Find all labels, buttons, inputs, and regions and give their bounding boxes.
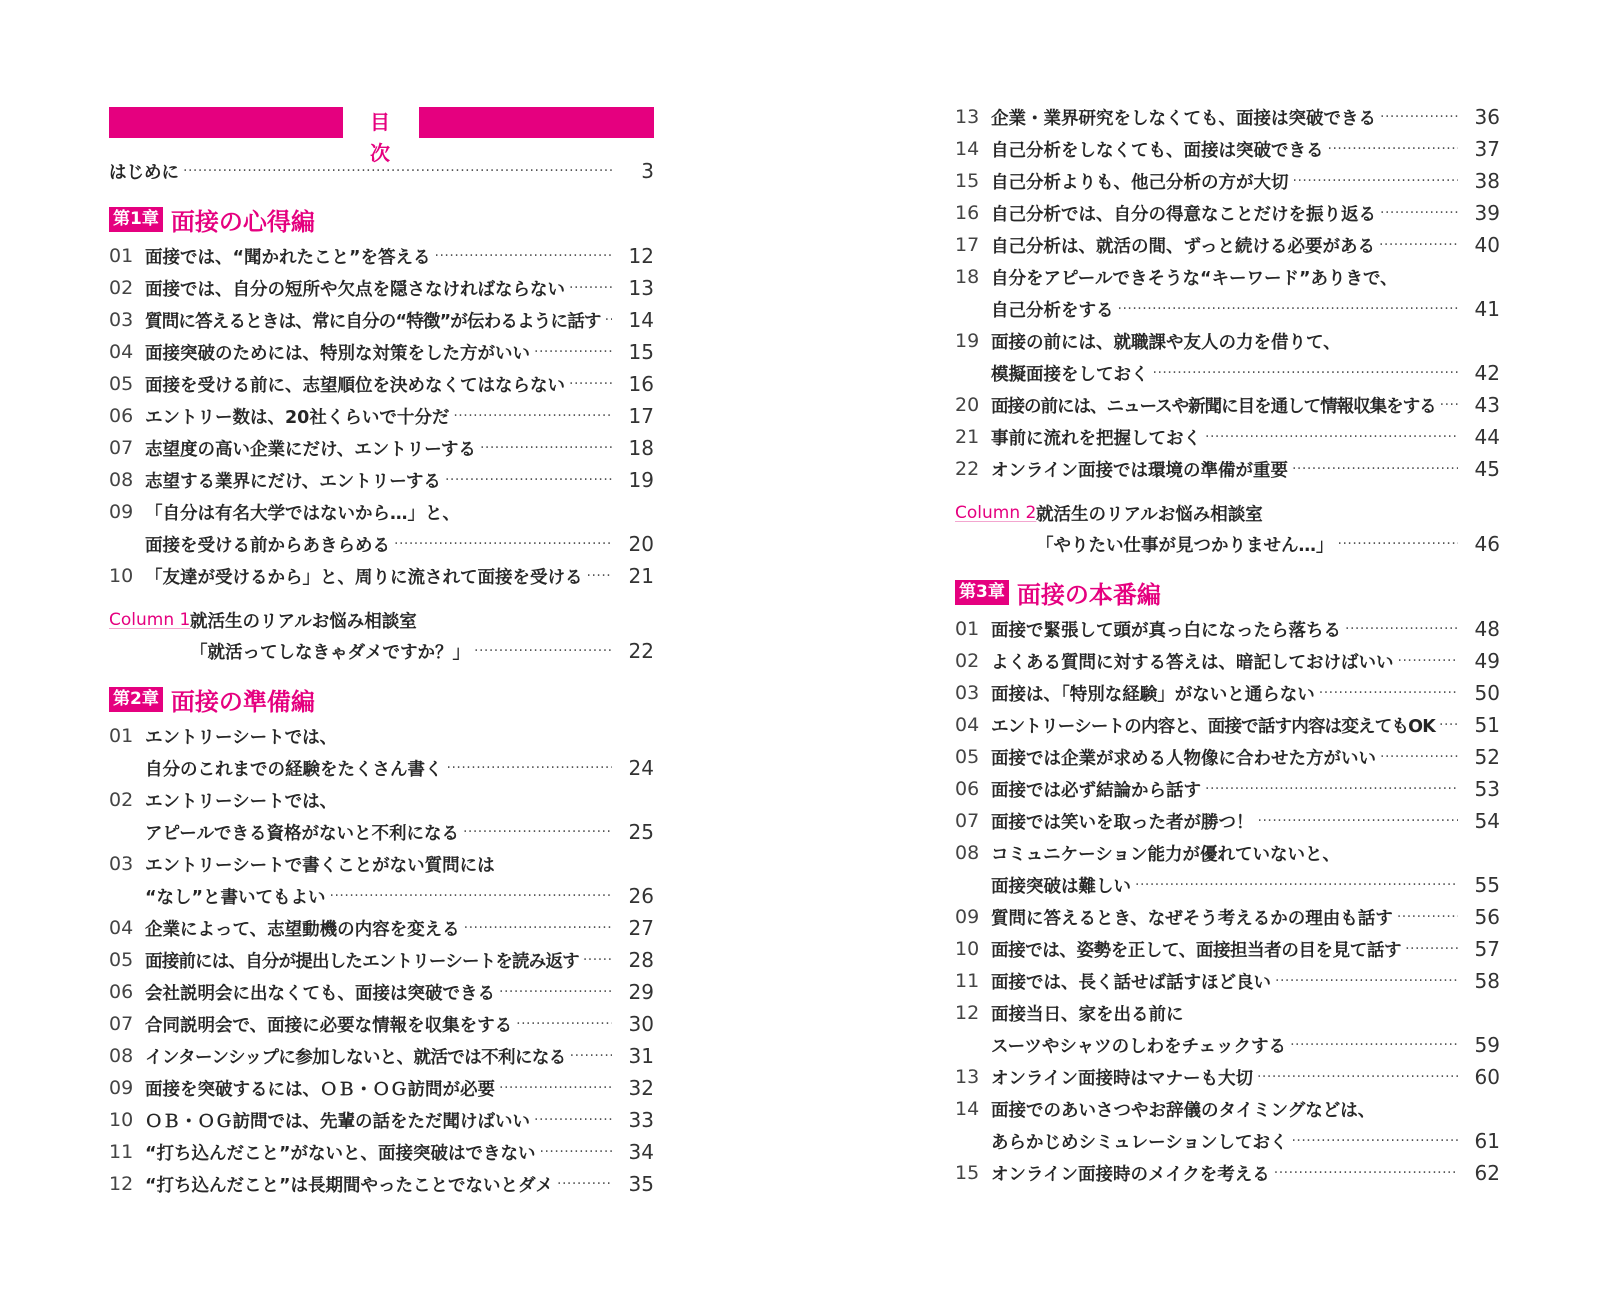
- entry-page: 43: [1474, 393, 1500, 417]
- leader-dots: [605, 304, 612, 336]
- entry-page: 26: [628, 884, 654, 908]
- toc-heading: 目 次: [343, 107, 419, 138]
- entry-title: コミュニケーション能力が優れていないと、: [991, 844, 1340, 865]
- toc-entry-continuation[interactable]: [955, 293, 1500, 325]
- entry-page: 17: [628, 404, 654, 428]
- toc-entry[interactable]: [109, 1008, 654, 1040]
- chapter-3-heading[interactable]: [955, 576, 1161, 608]
- entry-title: 「自分は有名大学ではないから…」と、: [145, 503, 460, 524]
- entry-number: 01: [109, 725, 134, 747]
- toc-entry[interactable]: [109, 912, 654, 944]
- entry-title: エントリーシートでは、: [145, 727, 338, 748]
- entry-page: 51: [1474, 713, 1500, 737]
- leader-dots: [394, 528, 612, 560]
- leader-dots: [534, 336, 612, 368]
- entry-title-line2: あらかじめシミュレーションしておく: [991, 1132, 1288, 1153]
- leader-dots: [1380, 741, 1458, 773]
- entry-title: 自己分析では、自分の得意なことだけを振り返る: [991, 204, 1376, 225]
- toc-entry[interactable]: [955, 901, 1500, 933]
- column-1-entry-continuation[interactable]: [109, 635, 654, 667]
- entry-page: 15: [628, 340, 654, 364]
- toc-entry[interactable]: [955, 421, 1500, 453]
- toc-entry[interactable]: [955, 997, 1500, 1029]
- entry-number: 13: [955, 1066, 980, 1088]
- entry-page: 60: [1474, 1065, 1500, 1089]
- entry-number: 08: [109, 469, 134, 491]
- entry-page: 21: [628, 564, 654, 588]
- leader-dots: [435, 240, 612, 272]
- entry-title: 自己分析よりも、他己分析の方が大切: [991, 172, 1289, 193]
- toc-entry[interactable]: [955, 389, 1500, 421]
- entry-title: 面接を突破するには、ＯＢ・ＯＧ訪問が必要: [145, 1079, 495, 1100]
- entry-title: 面接を受ける前に、志望順位を決めなくてはならない: [145, 375, 565, 396]
- entry-page: 27: [628, 916, 654, 940]
- toc-entry[interactable]: [955, 677, 1500, 709]
- entry-page: 62: [1474, 1161, 1500, 1185]
- leader-dots: [1398, 645, 1459, 677]
- entry-number: 01: [955, 618, 980, 640]
- entry-page: 50: [1474, 681, 1500, 705]
- entry-number: 06: [109, 981, 134, 1003]
- entry-page: 40: [1474, 233, 1500, 257]
- leader-dots: [183, 155, 612, 187]
- leader-dots: [1118, 293, 1459, 325]
- entry-number: 07: [109, 1013, 134, 1035]
- entry-page: 39: [1474, 201, 1500, 225]
- entry-page: 32: [628, 1076, 654, 1100]
- entry-page: 28: [628, 948, 654, 972]
- entry-number: 14: [955, 138, 980, 160]
- chapter-title: 面接の心得編: [170, 207, 315, 236]
- leader-dots: [463, 816, 612, 848]
- entry-page: 25: [628, 820, 654, 844]
- entry-title: オンライン面接時のメイクを考える: [991, 1164, 1270, 1185]
- entry-number: 19: [955, 330, 980, 352]
- entry-page: 53: [1474, 777, 1500, 801]
- toc-entry[interactable]: [109, 784, 654, 816]
- leader-dots: [464, 912, 612, 944]
- toc-entry[interactable]: [109, 720, 654, 752]
- toc-entry[interactable]: [109, 944, 654, 976]
- entry-title-line2: 自分のこれまでの経験をたくさん書く: [145, 759, 443, 780]
- leader-dots: [445, 464, 612, 496]
- toc-entry[interactable]: [955, 773, 1500, 805]
- entry-number: 04: [109, 917, 134, 939]
- entry-title: 企業によって、志望動機の内容を変える: [145, 919, 460, 940]
- toc-entry[interactable]: [955, 613, 1500, 645]
- leader-dots: [1153, 357, 1459, 389]
- entry-page: 3: [641, 159, 654, 183]
- leader-dots: [1405, 933, 1458, 965]
- entry-number: 03: [109, 853, 134, 875]
- leader-dots: [1205, 773, 1458, 805]
- entry-title-line2: 面接突破は難しい: [991, 876, 1131, 897]
- entry-title: 面接の前には、ニュースや新聞に目を通して情報収集をする: [991, 396, 1436, 417]
- entry-page: 34: [628, 1140, 654, 1164]
- chapter-1-heading[interactable]: [109, 203, 315, 235]
- entry-number: 08: [109, 1045, 134, 1067]
- toc-entry[interactable]: [109, 432, 654, 464]
- entry-number: 09: [955, 906, 980, 928]
- entry-page: 55: [1474, 873, 1500, 897]
- entry-page: 49: [1474, 649, 1500, 673]
- entry-number: 16: [955, 202, 980, 224]
- toc-entry[interactable]: [955, 1061, 1500, 1093]
- entry-title-line2: 面接を受ける前からあきらめる: [145, 535, 390, 556]
- toc-entry[interactable]: [955, 965, 1500, 997]
- toc-entry-continuation[interactable]: [955, 869, 1500, 901]
- entry-number: 05: [109, 373, 134, 395]
- toc-entry-continuation[interactable]: [955, 1029, 1500, 1061]
- toc-entry[interactable]: [109, 240, 654, 272]
- entry-title: エントリーシートで書くことがない質問には: [145, 855, 495, 876]
- toc-entry-continuation[interactable]: [955, 357, 1500, 389]
- entry-title: 面接の前には、就職課や友人の力を借りて、: [991, 332, 1341, 353]
- leader-dots: [587, 560, 613, 592]
- entry-page: 29: [628, 980, 654, 1004]
- column-title-line2: 「やりたい仕事が見つかりません…」: [1036, 535, 1334, 556]
- entry-page: 61: [1474, 1129, 1500, 1153]
- leader-dots: [1275, 965, 1458, 997]
- entry-page: 57: [1474, 937, 1500, 961]
- entry-number: 05: [955, 746, 980, 768]
- entry-title: 自己分析は、就活の間、ずっと続ける必要がある: [991, 236, 1375, 257]
- toc-entry[interactable]: [955, 1157, 1500, 1189]
- leader-dots: [1319, 677, 1458, 709]
- entry-number: 21: [955, 426, 980, 448]
- entry-number: 15: [955, 170, 980, 192]
- toc-heading-banner: [109, 107, 654, 165]
- toc-entry[interactable]: [955, 229, 1500, 261]
- column-title: 就活生のリアルお悩み相談室: [1036, 504, 1263, 525]
- leader-dots: [557, 1168, 612, 1200]
- chapter-2-heading[interactable]: [109, 683, 315, 715]
- toc-entry[interactable]: [109, 272, 654, 304]
- entry-title: 質問に答えるとき、なぜそう考えるかの理由も話す: [991, 908, 1393, 929]
- entry-title: 事前に流れを把握しておく: [991, 428, 1201, 449]
- toc-entry[interactable]: [955, 197, 1500, 229]
- leader-dots: [1338, 528, 1459, 560]
- entry-number: 10: [109, 1109, 134, 1131]
- toc-entry[interactable]: [955, 805, 1500, 837]
- leader-dots: [1439, 709, 1458, 741]
- entry-page: 46: [1474, 532, 1500, 556]
- entry-number: 12: [109, 1173, 134, 1195]
- toc-entry[interactable]: [109, 368, 654, 400]
- leader-dots: [499, 1072, 612, 1104]
- entry-page: 35: [628, 1172, 654, 1196]
- entry-title: よくある質問に対する答えは、暗記しておけばいい: [991, 652, 1394, 673]
- entry-title: オンライン面接時はマナーも大切: [991, 1068, 1253, 1089]
- chapter-badge: 第2章: [109, 687, 163, 712]
- entry-title: 面接では企業が求める人物像に合わせた方がいい: [991, 748, 1376, 769]
- leader-dots: [540, 1136, 612, 1168]
- toc-entry-continuation[interactable]: [109, 880, 654, 912]
- leader-dots: [480, 432, 612, 464]
- toc-entry[interactable]: [109, 1040, 654, 1072]
- entry-title: “打ち込んだこと”は長期間やったことでないとダメ: [145, 1175, 554, 1196]
- entry-page: 33: [628, 1108, 654, 1132]
- column-title: 就活生のリアルお悩み相談室: [190, 611, 417, 632]
- leader-dots: [569, 272, 612, 304]
- entry-title-line2: スーツやシャツのしわをチェックする: [991, 1036, 1287, 1057]
- entry-number: 18: [955, 266, 980, 288]
- leader-dots: [453, 400, 612, 432]
- column-2-entry[interactable]: [955, 497, 1500, 529]
- entry-title: 面接突破のためには、特別な対策をした方がいい: [145, 343, 530, 364]
- entry-number: 20: [955, 394, 980, 416]
- entry-page: 59: [1474, 1033, 1500, 1057]
- leader-dots: [1380, 197, 1458, 229]
- entry-number: 04: [955, 714, 980, 736]
- entry-title: 志望する業界にだけ、エントリーする: [145, 471, 441, 492]
- leader-dots: [1257, 1061, 1458, 1093]
- entry-page: 44: [1474, 425, 1500, 449]
- chapter-badge: 第1章: [109, 207, 163, 232]
- entry-page: 37: [1474, 137, 1500, 161]
- entry-title-line2: アピールできる資格がないと不利になる: [145, 823, 459, 844]
- entry-page: 18: [628, 436, 654, 460]
- entry-number: 01: [109, 245, 134, 267]
- entry-title-line2: 自己分析をする: [991, 300, 1114, 321]
- column-tag: Column 2: [955, 503, 1037, 523]
- toc-entry[interactable]: [109, 496, 654, 528]
- entry-title: 面接では笑いを取った者が勝つ！: [991, 812, 1254, 833]
- entry-page: 36: [1474, 105, 1500, 129]
- entry-title: 面接では、姿勢を正して、面接担当者の目を見て話す: [991, 940, 1402, 961]
- entry-title: 企業・業界研究をしなくても、面接は突破できる: [991, 108, 1376, 129]
- entry-number: 09: [109, 501, 134, 523]
- entry-title: “打ち込んだこと”がないと、面接突破はできない: [145, 1143, 536, 1164]
- entry-number: 15: [955, 1162, 980, 1184]
- toc-entry-continuation[interactable]: [109, 528, 654, 560]
- entry-page: 41: [1474, 297, 1500, 321]
- entry-page: 45: [1474, 457, 1500, 481]
- entry-page: 56: [1474, 905, 1500, 929]
- toc-entry[interactable]: [955, 837, 1500, 869]
- entry-number: 12: [955, 1002, 980, 1024]
- entry-number: 06: [109, 405, 134, 427]
- toc-entry[interactable]: [955, 933, 1500, 965]
- leader-dots: [1440, 389, 1458, 421]
- toc-entry[interactable]: [955, 325, 1500, 357]
- entry-title: 志望度の高い企業にだけ、エントリーする: [145, 439, 476, 460]
- entry-title: 面接では、自分の短所や欠点を隠さなければならない: [145, 279, 565, 300]
- toc-entry[interactable]: [955, 741, 1500, 773]
- entry-title: 質問に答えるときは、常に自分の“特徴”が伝わるように話す: [145, 311, 601, 332]
- entry-page: 54: [1474, 809, 1500, 833]
- entry-page: 14: [628, 308, 654, 332]
- entry-number: 02: [109, 277, 134, 299]
- leader-dots: [1135, 869, 1458, 901]
- toc-entry-continuation[interactable]: [109, 752, 654, 784]
- toc-entry-continuation[interactable]: [955, 1125, 1500, 1157]
- entry-number: 10: [955, 938, 980, 960]
- entry-number: 02: [109, 789, 134, 811]
- toc-entry[interactable]: [109, 976, 654, 1008]
- toc-entry-continuation[interactable]: [109, 816, 654, 848]
- toc-entry[interactable]: [109, 560, 654, 592]
- entry-title: 面接前には、自分が提出したエントリーシートを読み返す: [145, 951, 579, 972]
- toc-entry[interactable]: [109, 1168, 654, 1200]
- entry-number: 07: [955, 810, 980, 832]
- entry-page: 16: [628, 372, 654, 396]
- entry-title: ＯＢ・ＯＧ訪問では、先輩の話をただ聞けばいい: [145, 1111, 530, 1132]
- entry-page: 22: [628, 639, 654, 663]
- entry-title: 面接では、長く話せば話すほど良い: [991, 972, 1271, 993]
- leader-dots: [1291, 1125, 1458, 1157]
- leader-dots: [1328, 133, 1459, 165]
- leader-dots: [1293, 165, 1459, 197]
- entry-title: 「友達が受けるから」と、周りに流されて面接を受ける: [145, 567, 583, 588]
- entry-page: 30: [628, 1012, 654, 1036]
- entry-title: 自己分析をしなくても、面接は突破できる: [991, 140, 1324, 161]
- chapter-badge: 第3章: [955, 580, 1009, 605]
- toc-entry[interactable]: [109, 400, 654, 432]
- leader-dots: [474, 635, 612, 667]
- column-tag: Column 1: [109, 610, 191, 630]
- entry-title: オンライン面接では環境の準備が重要: [991, 460, 1288, 481]
- toc-entry[interactable]: [955, 101, 1500, 133]
- entry-title: 面接でのあいさつやお辞儀のタイミングなどは、: [991, 1100, 1376, 1121]
- entry-number: 06: [955, 778, 980, 800]
- entry-page: 58: [1474, 969, 1500, 993]
- chapter-title: 面接の準備編: [170, 687, 315, 716]
- entry-number: 10: [109, 565, 134, 587]
- entry-page: 42: [1474, 361, 1500, 385]
- toc-entry[interactable]: [109, 1104, 654, 1136]
- column-2-entry-continuation[interactable]: [955, 528, 1500, 560]
- entry-number: 03: [955, 682, 980, 704]
- entry-number: 05: [109, 949, 134, 971]
- entry-title: エントリーシートでは、: [145, 791, 338, 812]
- entry-page: 20: [628, 532, 654, 556]
- toc-entry[interactable]: [955, 645, 1500, 677]
- entry-page: 48: [1474, 617, 1500, 641]
- leader-dots: [1345, 613, 1458, 645]
- entry-number: 03: [109, 309, 134, 331]
- entry-title: 会社説明会に出なくても、面接は突破できる: [145, 983, 495, 1004]
- entry-page: 31: [628, 1044, 654, 1068]
- entry-number: 22: [955, 458, 980, 480]
- entry-number: 13: [955, 106, 980, 128]
- toc-entry[interactable]: [109, 1072, 654, 1104]
- leader-dots: [1205, 421, 1458, 453]
- leader-dots: [516, 1008, 612, 1040]
- toc-entry[interactable]: [955, 453, 1500, 485]
- leader-dots: [534, 1104, 612, 1136]
- leader-dots: [583, 944, 612, 976]
- entry-title: 面接では必ず結論から話す: [991, 780, 1201, 801]
- entry-title: 面接では、“聞かれたこと”を答える: [145, 247, 431, 268]
- column-title-line2: 「就活ってしなきゃダメですか？」: [190, 642, 470, 663]
- entry-number: 02: [955, 650, 980, 672]
- leader-dots: [569, 368, 612, 400]
- leader-dots: [1379, 229, 1458, 261]
- toc-entry[interactable]: [109, 464, 654, 496]
- entry-number: 14: [955, 1098, 980, 1120]
- leader-dots: [1258, 805, 1459, 837]
- leader-dots: [1380, 101, 1458, 133]
- entry-number: 07: [109, 437, 134, 459]
- entry-page: 38: [1474, 169, 1500, 193]
- entry-title: エントリー数は、20社くらいで十分だ: [145, 407, 450, 428]
- leader-dots: [1290, 1029, 1458, 1061]
- entry-number: 11: [955, 970, 980, 992]
- entry-number: 04: [109, 341, 134, 363]
- toc-entry-intro[interactable]: [109, 155, 654, 187]
- toc-entry[interactable]: [955, 165, 1500, 197]
- toc-entry[interactable]: [109, 848, 654, 880]
- entry-title: インターンシップに参加しないと、就活では不利になる: [145, 1047, 566, 1068]
- leader-dots: [1397, 901, 1458, 933]
- entry-title-line2: “なし”と書いてもよい: [145, 887, 326, 908]
- entry-title-line2: 模擬面接をしておく: [991, 364, 1149, 385]
- entry-page: 13: [628, 276, 654, 300]
- entry-page: 52: [1474, 745, 1500, 769]
- entry-title: 面接で緊張して頭が真っ白になったら落ちる: [991, 620, 1341, 641]
- toc-entry[interactable]: [955, 133, 1500, 165]
- toc-entry[interactable]: [109, 1136, 654, 1168]
- leader-dots: [1292, 453, 1458, 485]
- entry-title: 面接当日、家を出る前に: [991, 1004, 1184, 1025]
- entry-title: 面接は、「特別な経験」がないと通らない: [991, 684, 1315, 705]
- leader-dots: [1274, 1157, 1458, 1189]
- entry-title: 自分をアピールできそうな“キーワード”ありきで、: [991, 268, 1398, 289]
- entry-number: 08: [955, 842, 980, 864]
- entry-title: はじめに: [109, 162, 179, 183]
- entry-number: 17: [955, 234, 980, 256]
- toc-entry[interactable]: [955, 709, 1500, 741]
- leader-dots: [447, 752, 613, 784]
- chapter-title: 面接の本番編: [1016, 580, 1161, 609]
- leader-dots: [499, 976, 612, 1008]
- toc-entry[interactable]: [109, 304, 654, 336]
- entry-number: 11: [109, 1141, 134, 1163]
- leader-dots: [330, 880, 612, 912]
- entry-page: 19: [628, 468, 654, 492]
- toc-entry[interactable]: [109, 336, 654, 368]
- toc-entry[interactable]: [955, 261, 1500, 293]
- toc-entry[interactable]: [955, 1093, 1500, 1125]
- entry-title: エントリーシートの内容と、面接で話す内容は変えてもOK: [991, 716, 1435, 737]
- entry-title: 合同説明会で、面接に必要な情報を収集をする: [145, 1015, 513, 1036]
- leader-dots: [570, 1040, 612, 1072]
- entry-page: 12: [628, 244, 654, 268]
- column-1-entry[interactable]: [109, 604, 654, 636]
- entry-number: 09: [109, 1077, 134, 1099]
- entry-page: 24: [628, 756, 654, 780]
